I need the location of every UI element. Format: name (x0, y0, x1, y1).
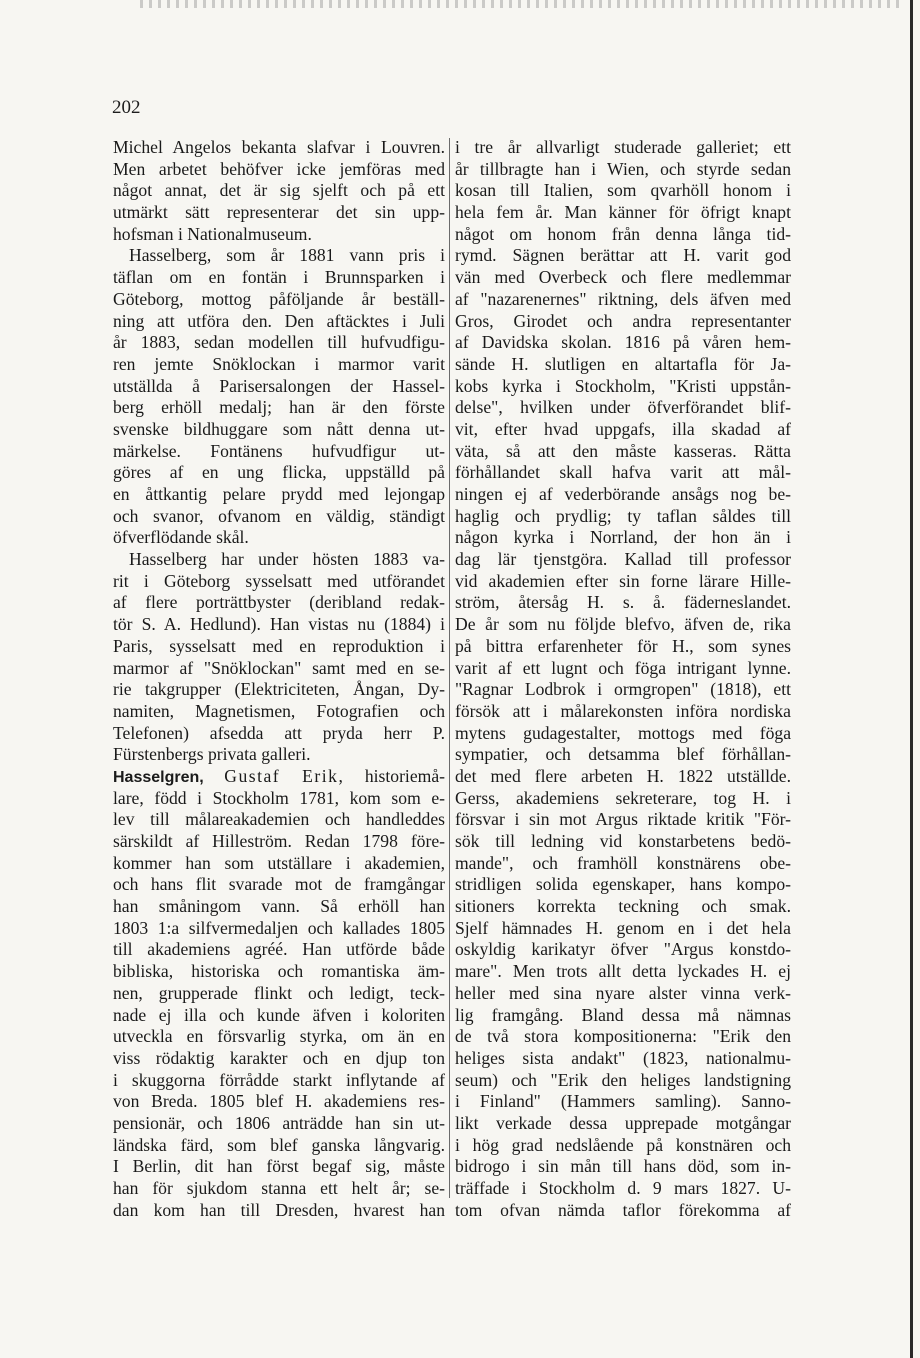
text-line: namiten, Magnetismen, Fotografien och (113, 700, 445, 721)
text-line: dan kom han till Dresden, hvarest han (113, 1199, 445, 1220)
scan-edge-right (910, 0, 913, 1358)
text-line: Gerss, akademiens sekreterare, tog H. i (455, 787, 791, 808)
text-line: ländska färd, som blef ganska långvarig. (113, 1134, 445, 1155)
text-line: något annat, det är sig sjelft och på ett (113, 180, 445, 201)
text-line: likt verkade dessa upprepade motgångar (455, 1112, 791, 1133)
text-line: heller med sina nyare alster vinna verk- (455, 982, 791, 1003)
entry-first-rest: historiemå- (344, 765, 445, 786)
text-line: någon kyrka i Norrland, der hon än i (455, 527, 791, 548)
text-line: något om honom från denna långa tid- (455, 223, 791, 244)
text-line: vän med Overbeck och flere medlemmar (455, 267, 791, 288)
text-line: i skuggorna förrådde starkt inflytande af (113, 1069, 445, 1090)
text-line: I Berlin, dit han först begaf sig, måste (113, 1156, 445, 1177)
text-line: ren jemte Snöklockan i marmor varit (113, 353, 445, 374)
text-line: seum) och "Erik den heliges landstigning (455, 1069, 791, 1090)
text-line: haglig och prydlig; ty taflan såldes till (455, 505, 791, 526)
text-line: kobs kyrka i Stockholm, "Kristi uppstån- (455, 375, 791, 396)
text-line: tör S. A. Hedlund). Han vistas nu (1884) i (113, 614, 445, 635)
text-line: lev till målareakademien och handleddes (113, 809, 445, 830)
text-line: på bittra erfarenheter för H., som synes (455, 635, 791, 656)
page-number: 202 (112, 97, 141, 118)
text-line: bidrogo i sin mån till hans död, som in- (455, 1156, 791, 1177)
text-line: försök att i målarekonsten införa nordiska (455, 700, 791, 721)
text-line: år 1883, sedan modellen till hufvudfigu- (113, 332, 445, 353)
text-line: kommer han som utställare i akademien, (113, 852, 445, 873)
text-line: af flere porträttbyster (deribland redak- (113, 592, 445, 613)
text-line: oskyldig karikatyr öfver "Argus konstdo- (455, 939, 791, 960)
text-line: träffade i Stockholm d. 9 mars 1827. U- (455, 1178, 791, 1198)
text-line: De år som nu följde blefvo, äfven de, rika (455, 614, 791, 635)
text-line: och svanor, ofvanom en väldig, ständigt (113, 505, 445, 526)
text-line: vit, efter hvad uppgafs, illa skadad af (455, 418, 791, 439)
text-line: "Ragnar Lodbrok i ormgropen" (1818), ett (455, 679, 791, 700)
text-line: en åttkantig pelare prydd med lejongap (113, 484, 445, 504)
text-line: svenske bildhuggare som nått denna ut- (113, 418, 445, 439)
text-line: utmärkt sätt representerar det sin upp- (113, 202, 445, 223)
text-line: rit i Göteborg sysselsatt med utförandet (113, 570, 445, 591)
text-line: de två stora kompositionerna: "Erik den (455, 1026, 791, 1047)
text-line: hofsman i Nationalmuseum. (113, 223, 312, 244)
text-line: von Breda. 1805 blef H. akademiens res- (113, 1091, 445, 1112)
text-line: ström, återsåg H. s. å. fäderneslandet. (455, 592, 791, 613)
scan-edge-top (140, 0, 900, 8)
text-line: han småningom vann. Så erhöll han (113, 896, 445, 917)
text-line: Men arbetet behöfver icke jemföras med (113, 158, 445, 179)
text-line: sände H. slutligen en altartafla för Ja- (455, 353, 791, 374)
text-line: han för sjukdom stanna ett helt år; se- (113, 1178, 445, 1198)
text-line: viss rödaktig karakter och en djup ton (113, 1047, 445, 1068)
text-line: i tre år allvarligt studerade galleriet; ett (455, 137, 791, 157)
text-line: täflan om en fontän i Brunnsparken i (113, 267, 445, 288)
text-line: i Finland" (Hammers samling). Sanno- (455, 1091, 791, 1112)
text-line: pensionär, och 1806 anträdde han sin ut- (113, 1112, 445, 1133)
text-line: göres af en ung flicka, uppställd på (113, 462, 445, 483)
text-line: till akademiens agréé. Han utförde både (113, 939, 445, 960)
text-line: varit af ett lugnt och föga intrigant lynne. (455, 657, 791, 678)
text-line: öfverflödande skål. (113, 527, 249, 548)
text-line: Hasselberg, som år 1881 vann pris i (129, 245, 445, 266)
text-line: nen, grupperade flinkt och ledigt, teck- (113, 982, 445, 1003)
text-line: bibliska, historiska och romantiska äm- (113, 961, 445, 982)
text-line: Fürstenbergs privata galleri. (113, 744, 311, 765)
text-line: utveckla en försvarlig styrka, om än en (113, 1026, 445, 1047)
text-line: Paris, sysselsatt med en reproduktion i (113, 635, 445, 656)
text-line: af "nazarenernes" riktning, dels äfven med (455, 288, 791, 309)
text-line: tom ofvan nämda taflor förekomma af (455, 1199, 791, 1220)
text-line: delse", hvilken under öfverförandet blif- (455, 397, 791, 418)
text-line: af Davidska skolan. 1816 på våren hem- (455, 332, 791, 353)
text-line: berg erhöll medalj; han är den förste (113, 397, 445, 418)
text-line: lig framgång. Bland dessa må nämnas (455, 1004, 791, 1025)
right-column (455, 137, 791, 1221)
text-line: stridligen solida egenskaper, hans kompo- (455, 874, 791, 895)
text-line: märkelse. Fontänens hufvudfigur ut- (113, 440, 445, 461)
text-line: Michel Angelos bekanta slafvar i Louvren. (113, 137, 445, 157)
text-line: år tillbragte han i Wien, och styrde sedan (455, 158, 791, 179)
text-line: hela fem år. Man känner för öfrigt knapt (455, 202, 791, 223)
text-line: försvar i sin mot Argus riktade kritik "För- (455, 809, 791, 830)
text-line: marmor af "Snöklockan" samt med en se- (113, 657, 445, 678)
text-line: mande", och framhöll konstnärens obe- (455, 852, 791, 873)
text-line: ningen ej af vederbörande ansågs nog be- (455, 484, 791, 504)
text-line: Telefonen) afsedda att pryda herr P. (113, 722, 445, 743)
text-line: mytens gudagestalter, mottogs med föga (455, 722, 791, 743)
text-line: Gros, Girodet och andra representanter (455, 310, 791, 331)
text-line: Sjelf hämnades H. genom en i det hela (455, 917, 791, 938)
entry-headword: Hasselgren, (113, 768, 204, 786)
text-line: ning att utföra den. Den aftäcktes i Juli (113, 310, 445, 331)
entry-name: Gustaf Erik, (224, 765, 345, 786)
left-column (113, 137, 445, 1221)
text-line: mare". Men trots allt detta lyckades H. ej (455, 961, 791, 982)
text-line: Göteborg, mottog påföljande år beställ- (113, 288, 445, 309)
text-line: utställda å Parisersalongen der Hassel- (113, 375, 445, 396)
column-divider (449, 138, 450, 1198)
text-line: heliges sista andakt" (1823, nationalmu- (455, 1047, 791, 1068)
text-line: förhållandet skall hafva varit att mål- (455, 462, 791, 483)
text-line: lare, född i Stockholm 1781, kom som e- (113, 787, 445, 808)
text-line: Hasselberg har under hösten 1883 va- (129, 549, 445, 570)
text-line: det med flere arbeten H. 1822 utställde. (455, 765, 791, 786)
text-line: sitioners korrekta teckning och smak. (455, 896, 791, 917)
text-line: rymd. Sägnen berättar att H. varit god (455, 245, 791, 266)
entry-first-line (113, 766, 445, 788)
text-line: 1803 1:a silfvermedaljen och kallades 1805 (113, 917, 445, 938)
text-line: vid akademien efter sin forne lärare Hille- (455, 570, 791, 591)
text-line: dag lär tjenstgöra. Kallad till professor (455, 549, 791, 570)
text-line: väta, så att den måste kasseras. Rätta (455, 440, 791, 461)
text-line: sympatier, och detsamma blef förhållan- (455, 744, 791, 765)
text-line: rie takgrupper (Elektriciteten, Ångan, Dy- (113, 679, 445, 700)
text-line: kosan till Italien, som qvarhöll honom i (455, 180, 791, 201)
text-line: i hög grad nedslående på konstnären och (455, 1134, 791, 1155)
text-line: särskildt af Hilleström. Redan 1798 före- (113, 831, 445, 851)
text-line: nade ej illa och kunde äfven i koloriten (113, 1004, 445, 1025)
text-line: sök till ledning vid konstarbetens bedö- (455, 831, 791, 851)
text-line: och hans flit svarade mot de framgångar (113, 874, 445, 895)
